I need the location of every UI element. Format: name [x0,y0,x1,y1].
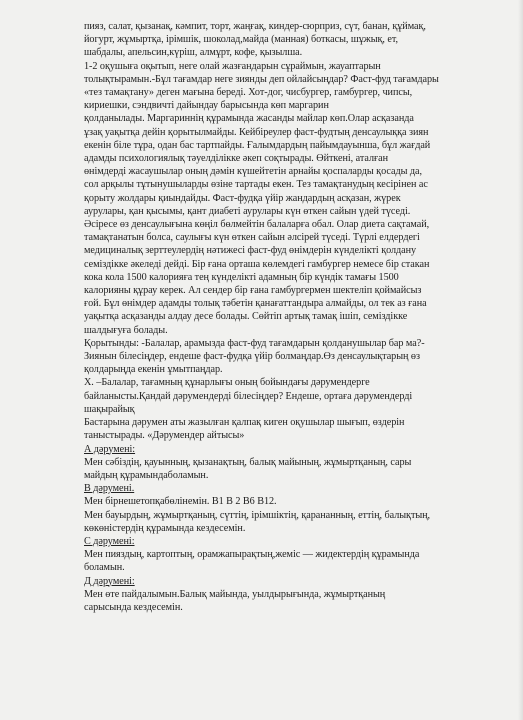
text-line: сол арқылы тұтынушыларды өзіне тартады екен. Тез тамақтанудың кесірінен ас [84,179,428,191]
section-heading: С дәрумені: [84,535,135,547]
page-edge-shadow [518,0,523,720]
text-line: аурулары, қан қысымы, қант диабеті аурулары күн өткен сайын үдей түседі. [84,205,411,217]
text-line: Бастарына дәрумен аты жазылған қалпақ киген оқушылар шығып, өздерін [84,417,405,429]
section-heading: Д дәрумені: [84,575,135,587]
text-line: шалдығуға болады. [84,324,168,336]
text-line: Х. –Балалар, тағамның құнарлығы оның бойындағы дәрумендерге [84,377,370,389]
text-line: Мен пияздың, картоптың, орамжапырақтың,жеміс — жидектердің құрамында [84,549,420,561]
text-line: 1-2 оқушыға оқытып, неге олай жазғандарын сұраймын, жауаптарын [84,60,381,72]
text-line: майдың құрамындаболамын. [84,469,209,481]
text-line: медициналық зерттеулердің нәтижесі фаст-фуд өнімдерін күнделікті қолдану [84,245,417,257]
text-line: қолданылады. Маргариннің құрамында жасанды майлар көп.Олар асқазанда [84,113,414,125]
text-line: Әсіресе өз денсаулығына көңіл бөлмейтін балаларға обал. Олар диета сақтамай, [84,219,430,231]
text-line: Зиянын білесіңдер, ендеше фаст-фудқа үйір болмаңдар.Өз денсаулықтарың өз [84,351,420,363]
text-line: пияз, салат, қызанақ, кәмпит, торт, жаңғақ, киндер-сюрприз, сүт, банан, құймақ, [84,21,426,32]
text-line: калорияны құрау керек. Ал сендер бір ғана гамбургермен шектеліп қоймайсыз [84,285,422,297]
text-line: кириешки, сэндвичті дайындау барысында көп маргарин [84,100,329,112]
document-body [84,20,495,614]
text-line: екенін біле тұра, одан бас тартпайды. Ғалымдардың пайымдауынша, бұл жағдай [84,139,431,151]
text-line: тамақтанатын болса, саулығы күн өткен сайын әлсірей түседі. Түрлі елдердегі [84,232,420,244]
text-line: байланысты.Қандай дәрумендерді білесіңдер? Ендеше, ортаға дәрумендерді [84,390,413,402]
section-heading: А дәрумені: [84,443,136,455]
text-line: көкөністердің құрамында кездесемін. [84,522,246,534]
text-line: семіздікке әкеледі дейді. Бір ғана орташа көлемдегі гамбургер немесе бір стакан [84,258,430,270]
text-line: шақырайық [84,403,135,415]
text-line: адамды психологиялық тәуелділікке әкеп соқтырады. Өйткені, аталған [84,153,389,165]
text-line: таныстырады. «Дәрумендер айтысы» [84,430,245,442]
text-line: «тез тамақтану» деген мағына береді. Хот-дог, чисбургер, гамбургер, чипсы, [84,87,413,99]
text-line: шабдалы, апельсин,күріш, алмұрт, кофе, қызылша. [84,47,303,59]
text-line: сарысында кездесемін. [84,601,183,613]
text-line: Мен бірнешетопқабөлінемін. В1 В 2 В6 В12. [84,496,277,508]
text-line: Мен бауырдың, жұмыртқаның, сүттің, ірімшіктің, қарананның, еттің, балықтың, [84,509,431,521]
text-line: ұзақ уақытқа дейін қорытылмайды. Кейбіреулер фаст-фудтың денсаулыққа зиян [84,126,429,138]
text-line: ғой. Бұл өнімдер адамды толық тәбетін қанағаттандыра алмайды, ол тек аз ғана [84,298,427,310]
text-line: Қорытынды: -Балалар, арамызда фаст-фуд тағамдарын қолданушылар бар ма?- [84,337,425,349]
text-line: кока кола 1500 калорияға тең күнделікті адамның бір күндік тамағы 1500 [84,271,399,283]
text-line: қорыту жолдары қиындайды. Фаст-фудқа үйір жандардың асқазан, жүрек [84,192,401,204]
text-line: боламын. [84,562,125,574]
text-line: йогурт, жұмыртқа, ірімшік, шоколад,майда (манная) боткасы, шұжық, ет, [84,34,399,46]
text-line: Мен сәбіздің, қауынның, қызанақтың, балық майының, жұмыртқаның, сары [84,456,412,468]
section-heading: В дәрумені. [84,483,135,495]
text-line: Мен өте пайдалымын.Балық майында, уылдырығында, жұмыртқаның [84,588,386,600]
text-line: толықтырамын.-Бұл тағамдар неге зиянды деп ойлайсыңдар? Фаст-фуд тағамдары [84,73,439,85]
text-line: уақытқа асқазанды алдау десе болады. Сөйтіп артық тамақ ішіп, семіздікке [84,311,408,323]
text-line: өнімдерді жасаушылар оның дәмін күшейтетін арнайы қоспаларды қосады да, [84,166,422,178]
text-line: қолдарыңда екенін ұмытпаңдар. [84,364,223,376]
